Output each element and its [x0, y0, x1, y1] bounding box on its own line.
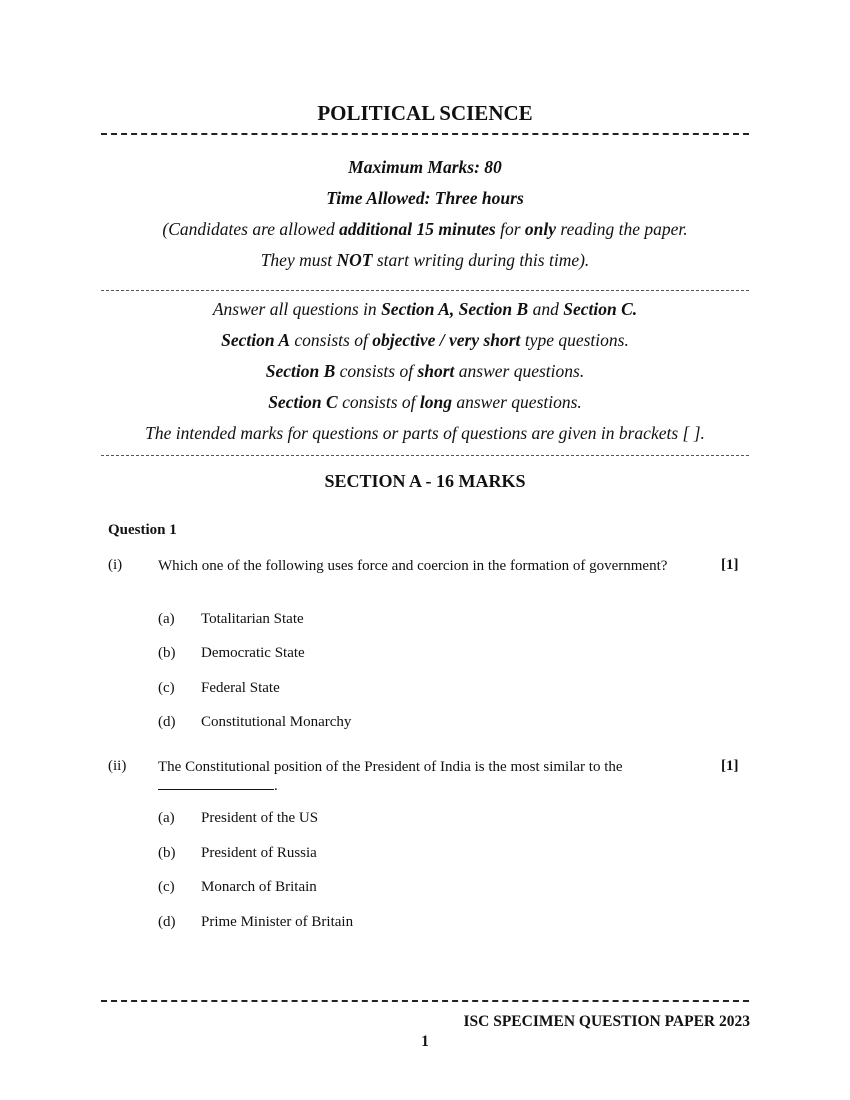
option-label: (c): [158, 680, 175, 696]
option-label: (b): [158, 845, 176, 861]
option-text: Constitutional Monarchy: [201, 714, 352, 730]
max-marks: Maximum Marks: 80: [348, 157, 502, 177]
instruction-line-5: The intended marks for questions or parts of questions are given in brackets [ ].: [145, 423, 705, 443]
page-number: 1: [421, 1033, 429, 1050]
instructions-divider-bottom: [101, 455, 749, 456]
option-label: (a): [158, 810, 175, 826]
question-number: (i): [108, 557, 123, 573]
option-text: Monarch of Britain: [201, 879, 317, 895]
answer-blank: [158, 777, 274, 790]
instruction-line-1: Answer all questions in Section A, Section B and Section C.: [212, 299, 638, 319]
question-text: Which one of the following uses force and coercion in the formation of government?: [158, 558, 668, 574]
instruction-line-3: Section B consists of short answer questions.: [265, 361, 585, 381]
instructions-divider-top: [101, 290, 749, 291]
header-divider: [101, 133, 749, 135]
question-number: (ii): [108, 758, 127, 774]
option-label: (d): [158, 714, 176, 730]
option-text: Federal State: [201, 680, 280, 696]
reading-time-note: (Candidates are allowed additional 15 minutes for only reading the paper.: [162, 219, 688, 239]
option-label: (a): [158, 611, 175, 627]
question-marks: [1]: [721, 758, 739, 774]
option-text: Totalitarian State: [201, 611, 304, 627]
page-title: POLITICAL SCIENCE: [317, 101, 533, 125]
option-label: (c): [158, 879, 175, 895]
option-label: (d): [158, 914, 176, 930]
option-text: Democratic State: [201, 645, 305, 661]
footer-paper-name: ISC SPECIMEN QUESTION PAPER 2023: [463, 1013, 750, 1030]
instruction-line-4: Section C consists of long answer questions.: [268, 392, 582, 412]
instruction-line-2: Section A consists of objective / very short type questions.: [221, 330, 629, 350]
question-heading: Question 1: [108, 522, 177, 538]
option-text: Prime Minister of Britain: [201, 914, 354, 930]
section-title: SECTION A - 16 MARKS: [324, 471, 526, 491]
footer-divider: [101, 1000, 749, 1002]
time-allowed: Time Allowed: Three hours: [326, 188, 524, 208]
option-text: President of the US: [201, 810, 319, 826]
option-label: (b): [158, 645, 176, 661]
writing-note: They must NOT start writing during this time).: [260, 250, 590, 270]
question-marks: [1]: [721, 557, 739, 573]
option-text: President of Russia: [201, 845, 317, 861]
question-text: The Constitutional position of the President of India is the most similar to the .: [158, 759, 623, 794]
